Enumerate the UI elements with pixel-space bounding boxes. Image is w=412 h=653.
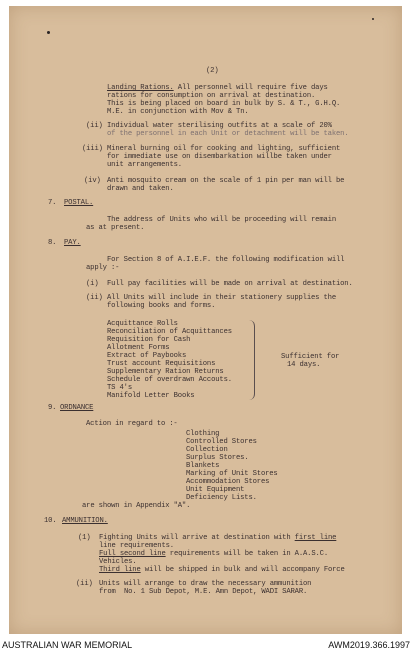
intro-line-4: M.E. in conjunction with Mov & Tn. [107, 108, 249, 116]
ammo-line-1-text: Fighting Units will arrive at destination with [99, 534, 295, 542]
item-text: Individual water sterilising outfits at a scale of 20% [107, 122, 332, 130]
section-number: 10. [44, 517, 57, 525]
form-item: Supplementary Ration Returns [107, 368, 224, 376]
sufficient-note: Sufficient for [281, 353, 340, 361]
item-number: (i) [86, 280, 99, 288]
ordnance-item: Clothing [186, 430, 220, 438]
item-text: Mineral burning oil for cooking and lighting, sufficient [107, 145, 341, 153]
appendix-reference: are shown in Appendix "A". [82, 502, 191, 510]
form-list-brace [248, 320, 255, 400]
intro-line-1 [107, 84, 328, 92]
intro-line-1-text: All personnel will require five days [173, 84, 328, 92]
section-title-ammunition: AMMUNITION. [62, 517, 108, 525]
ordnance-item: Blankets [186, 462, 220, 470]
ordnance-item: Marking of Unit Stores [186, 470, 278, 478]
page-number: (2) [206, 67, 219, 75]
ammo-line-1 [99, 534, 336, 542]
section-number: 9. [48, 404, 57, 412]
ammo-line-2: line requirements. [99, 542, 174, 550]
footer-bar [0, 637, 412, 653]
intro-line-2: rations for consumption on arrival at destination. [107, 92, 316, 100]
section-title-ordnance: ORDNANCE [60, 404, 94, 412]
ordnance-item: Accommodation Stores [186, 478, 270, 486]
ammo-item-text: Units will arrange to draw the necessary ammunition [99, 580, 312, 588]
footer-institution: AUSTRALIAN WAR MEMORIAL [2, 640, 133, 650]
section-number: 8. [48, 239, 57, 247]
postal-text: as at present. [86, 224, 145, 232]
item-number: (ii) [86, 294, 103, 302]
item-text: unit arrangements. [107, 161, 182, 169]
postal-text: The address of Units who will be proceeding will remain [107, 216, 336, 224]
intro-line-3: This is being placed on board in bulk by S. & T., G.H.Q. [107, 100, 341, 108]
pay-text: For Section 8 of A.I.E.F. the following modification will [107, 256, 345, 264]
form-item: Allotment Forms [107, 344, 170, 352]
sufficient-note: 14 days. [287, 361, 321, 369]
footer-accession-number: AWM2019.366.1997 [328, 640, 410, 650]
item-text: drawn and taken. [107, 185, 174, 193]
section-title-pay: PAY. [64, 239, 81, 247]
first-line-term: first line [294, 534, 337, 542]
item-text: of the personnel in each Unit or detachment will be taken. [107, 130, 349, 138]
ordnance-item: Deficiency Lists. [186, 494, 257, 502]
ordnance-item: Unit Equipment [186, 486, 245, 494]
ammo-line-3 [99, 550, 328, 558]
ordnance-item: Surplus Stores. [186, 454, 249, 462]
ordnance-item: Collection [186, 446, 228, 454]
form-item: Acquittance Rolls [107, 320, 178, 328]
item-text: Anti mosquito cream on the scale of 1 pin per man will be [107, 177, 345, 185]
item-number: (ii) [76, 580, 93, 588]
item-text: for immediate use on disembarkation willbe taken under [107, 153, 332, 161]
landing-rations-heading: Landing Rations. [107, 84, 174, 92]
pay-item-text: Full pay facilities will be made on arrival at destination. [107, 280, 353, 288]
ordnance-item: Controlled Stores [186, 438, 257, 446]
third-line-term: Third line [99, 566, 141, 574]
ammo-line-4: Vehicles. [99, 558, 137, 566]
item-number: (iii) [82, 145, 103, 153]
ink-mark [47, 31, 50, 34]
ammo-item-text: from No. 1 Sub Depot, M.E. Amn Depot, WADI SARAR. [99, 588, 308, 596]
pay-item-text: following books and forms. [107, 302, 216, 310]
form-item: Schedule of overdrawn Accouts. [107, 376, 232, 384]
form-item: TS 4's [107, 384, 132, 392]
second-line-term: Full second line [99, 550, 166, 558]
ammo-line-3-text: requirements will be taken in A.A.S.C. [165, 550, 328, 558]
pay-item-text: All Units will include in their stationery supplies the [107, 294, 336, 302]
item-number: (1) [78, 534, 91, 542]
form-item: Reconciliation of Acquittances [107, 328, 232, 336]
form-item: Trust account Requisitions [107, 360, 216, 368]
ordnance-intro: Action in regard to :- [86, 420, 178, 428]
form-item: Requisition for Cash [107, 336, 191, 344]
form-item: Manifold Letter Books [107, 392, 195, 400]
ammo-line-5-text: will be shipped in bulk and will accompany Force [140, 566, 345, 574]
ammo-line-5 [99, 566, 345, 574]
item-number: (iv) [84, 177, 101, 185]
section-number: 7. [48, 199, 57, 207]
item-number: (ii) [86, 122, 103, 130]
ink-mark [372, 18, 374, 20]
section-title-postal: POSTAL. [64, 199, 94, 207]
form-item: Extract of Paybooks [107, 352, 187, 360]
pay-text: apply :- [86, 264, 120, 272]
